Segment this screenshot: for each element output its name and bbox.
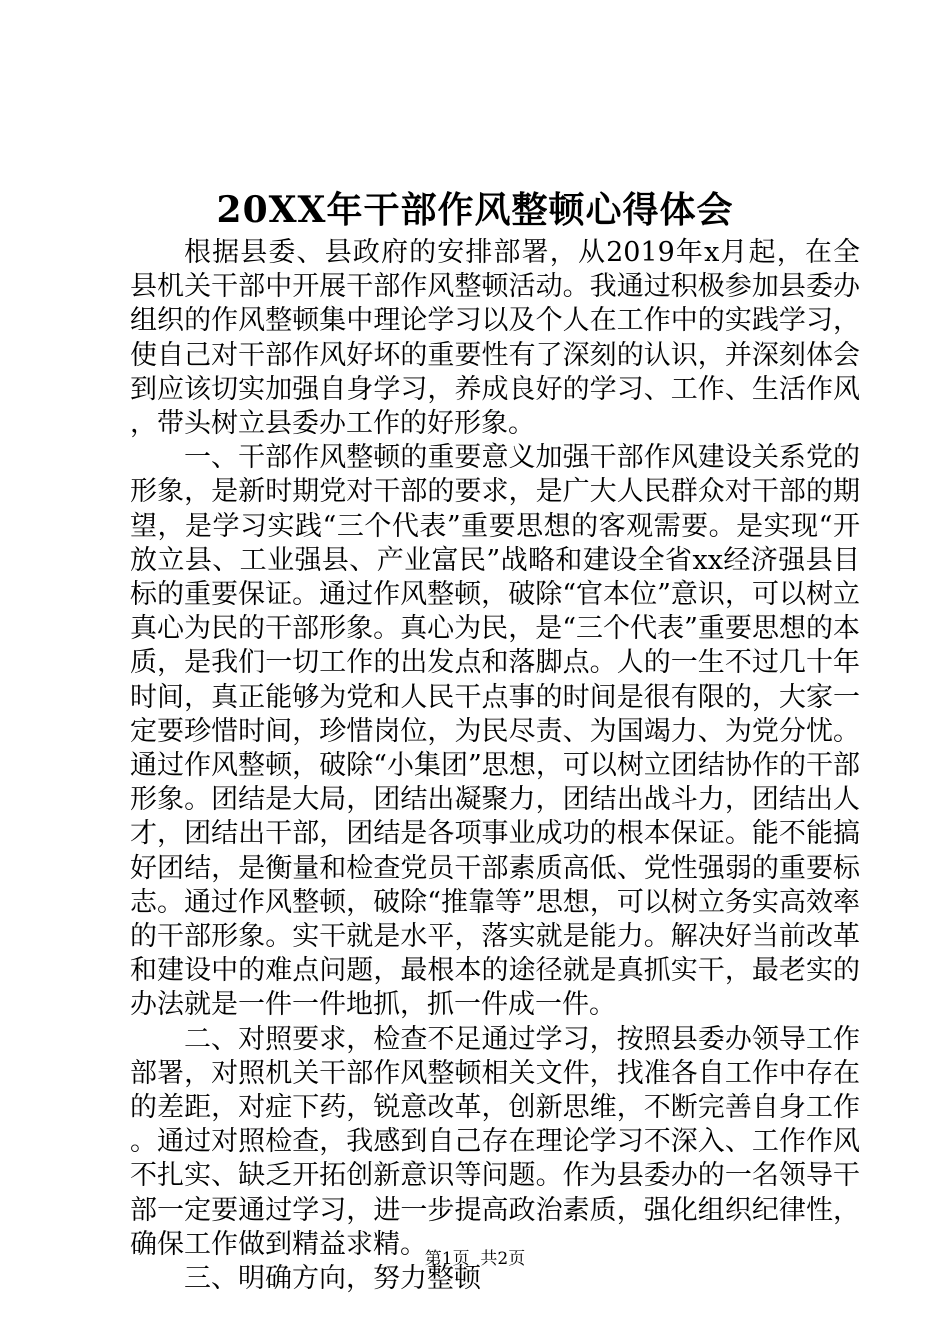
paragraph-section-3-heading: 三、明确方向，努力整顿: [184, 1263, 481, 1295]
paragraph-section-1: 一、干部作风整顿的重要意义加强干部作风建设关系党的形象，是新时期党对干部的要求，是广大人民群众对干部的期望，是学习实践“三个代表”重要思想的客观需要。是实现“开放立县、工业强县、产业富民”战略和建设全省xx经济强县目标的重要保证。通过作风整顿，破除“官本位”意识，可以树立真心为民的干部形象。真心为民，是“三个代表”重要思想的本质，是我们一切工作的出发点和落脚点。人的一生不过几十年时间，真正能够为党和人民干点事的时间是很有限的，大家一定要珍惜时间，珍惜岗位，为民尽责、为国竭力、为党分忧。通过作风整顿，破除“小集团”思想，可以树立团结协作的干部形象。团结是大局，团结出凝聚力，团结出战斗力，团结出人才，团结出干部，团结是各项事业成功的根本保证。能不能搞好团结，是衡量和检查党员干部素质高低、党性强弱的重要标志。通过作风整顿，破除“推靠等”思想，可以树立务实高效率的干部形象。实干就是水平，落实就是能力。解决好当前改革和建设中的难点问题，最根本的途径就是真抓实干，最老实的办法就是一件一件地抓，抓一件成一件。: [130, 442, 860, 1021]
page-number-footer: 第1页 共2页: [424, 1249, 526, 1269]
document-title: 20XX年干部作风整顿心得体会: [216, 189, 734, 231]
paragraph-section-2: 二、对照要求，检查不足通过学习，按照县委办领导工作部署，对照机关干部作风整顿相关文件，找准各自工作中存在的差距，对症下药，锐意改革，创新思维，不断完善自身工作。通过对照检查，我感到自己存在理论学习不深入、工作作风不扎实、缺乏开拓创新意识等问题。作为县委办的一名领导干部一定要通过学习，进一步提高政治素质，强化组织纪律性，确保工作做到精益求精。: [130, 1023, 860, 1260]
document-body: [130, 236, 860, 1296]
paragraph-intro: 根据县委、县政府的安排部署，从2019年x月起，在全县机关干部中开展干部作风整顿活动。我通过积极参加县委办组织的作风整顿集中理论学习以及个人在工作中的实践学习，使自己对干部作风好坏的重要性有了深刻的认识，并深刻体会到应该切实加强自身学习，养成良好的学习、工作、生活作风，带头树立县委办工作的好形象。: [130, 237, 860, 440]
